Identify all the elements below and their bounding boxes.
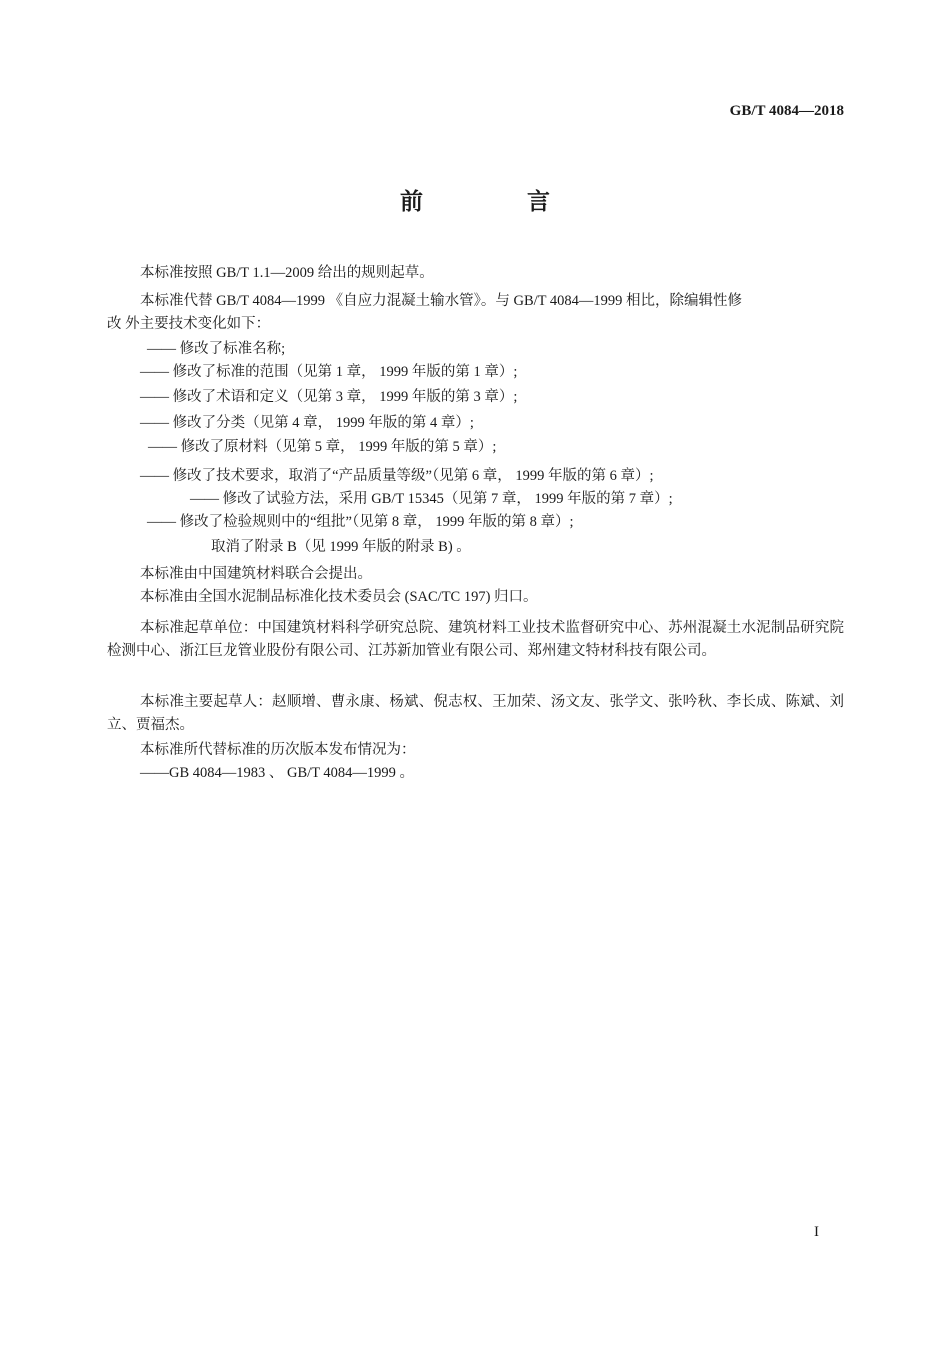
change-item: —— 修改了标准的范围（见第 1 章， 1999 年版的第 1 章）; (140, 364, 518, 380)
change-item: —— 修改了试验方法，采用 GB/T 15345（见第 7 章， 1999 年版的第 7 章）; (190, 491, 673, 507)
change-item: —— 修改了术语和定义（见第 3 章， 1999 年版的第 3 章）; (140, 389, 518, 405)
change-item: —— 修改了检验规则中的“组批”（见第 8 章， 1999 年版的第 8 章）; (147, 514, 574, 530)
paragraph-history-intro: 本标准所代替标准的历次版本发布情况为： (140, 742, 416, 758)
change-item: —— 修改了标准名称; (147, 341, 286, 357)
paragraph-replacement-line1: 本标准代替 GB/T 4084—1999 《自应力混凝土输水管》。与 GB/T 4084—1999 相比，除编辑性修 (140, 293, 743, 309)
paragraph-replacement-line2: 改 外主要技术变化如下： (107, 316, 271, 332)
change-item: —— 修改了分类（见第 4 章， 1999 年版的第 4 章）; (140, 415, 474, 431)
document-code: GB/T 4084—2018 (729, 103, 844, 119)
paragraph-history-versions: ——GB 4084—1983 、 GB/T 4084—1999 。 (140, 765, 415, 781)
paragraph-drafters: 本标准主要起草人：赵顺增、曹永康、杨斌、倪志权、王加荣、汤文友、张学文、张吟秋、李长成、陈斌、刘立、贾福杰。 (107, 694, 844, 733)
change-item: 取消了附录 B（见 1999 年版的附录 B) 。 (211, 539, 471, 555)
change-item: —— 修改了技术要求，取消了“产品质量等级”（见第 6 章， 1999 年版的第 6 章）; (140, 468, 654, 484)
paragraph-drafting-rules: 本标准按照 GB/T 1.1—2009 给出的规则起草。 (140, 265, 434, 281)
page-number: I (814, 1224, 819, 1240)
page-title: 前 言 (399, 189, 598, 215)
paragraph-drafting-units: 本标准起草单位：中国建筑材料科学研究总院、建筑材料工业技术监督研究中心、苏州混凝土水泥制品研究院检测中心、浙江巨龙管业股份有限公司、江苏新加管业有限公司、郑州建文特材科技有限公司。 (107, 620, 844, 659)
paragraph-technical-committee: 本标准由全国水泥制品标准化技术委员会 (SAC/TC 197) 归口。 (140, 589, 538, 605)
paragraph-proposer: 本标准由中国建筑材料联合会提出。 (140, 566, 372, 582)
change-item: —— 修改了原材料（见第 5 章， 1999 年版的第 5 章）; (148, 439, 497, 455)
